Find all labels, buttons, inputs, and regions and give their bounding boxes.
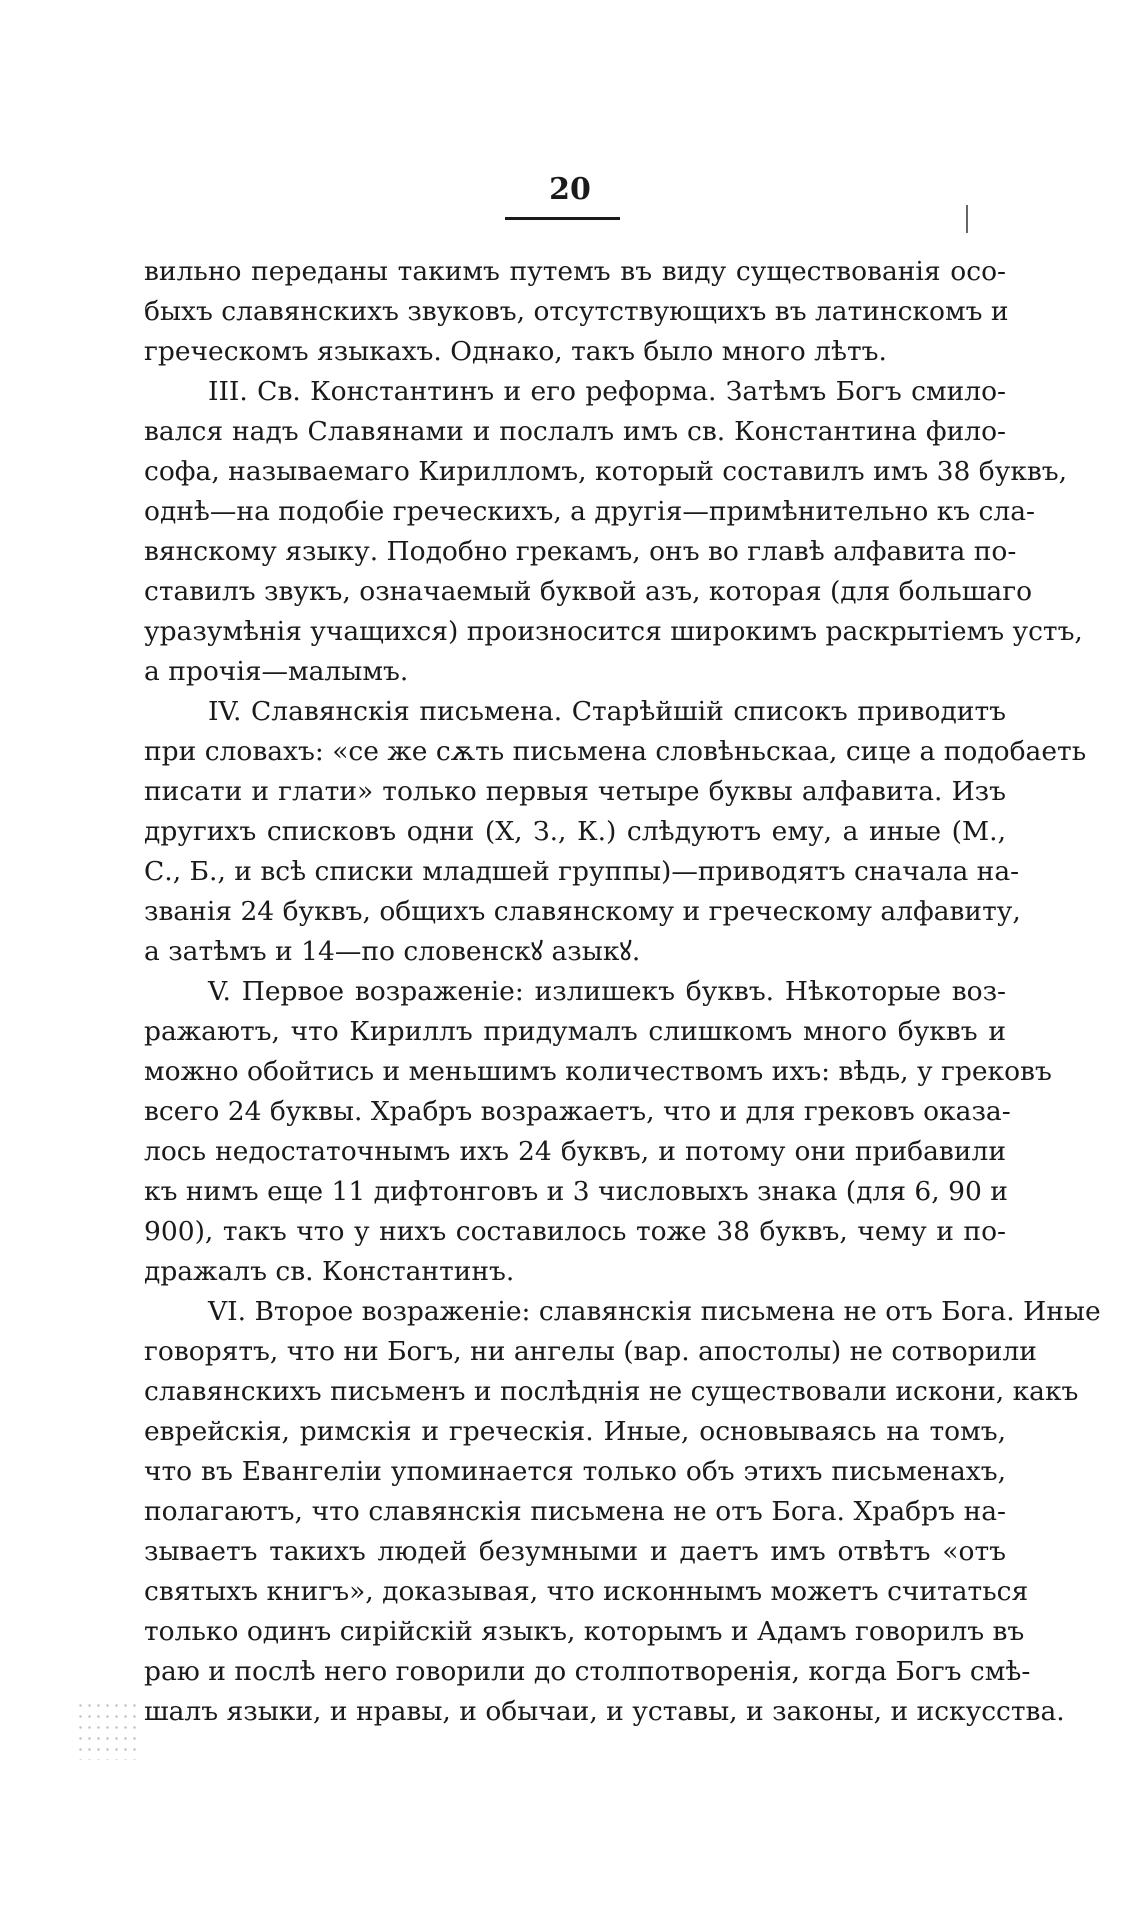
text-line: а затѣмъ и 14—по словенскꙋ азыкꙋ. [144,936,641,967]
text-line: уразумѣнія учащихся) произносится широкимъ раскрытіемъ устъ, [144,616,1083,647]
text-line: еврейскія, римскія и греческія. Иные, основываясь на томъ, [144,1416,1006,1447]
text-line: лось недостаточнымъ ихъ 24 буквъ, и потому они прибавили [144,1136,1006,1167]
text-line: IV. Славянскія письмена. Старѣйшій списокъ приводитъ [208,696,1006,727]
text-line: раю и послѣ него говорили до столпотворенія, когда Богъ смѣ- [144,1656,1031,1687]
text-line: V. Первое возраженіе: излишекъ буквъ. Нѣкоторые воз- [208,976,1006,1007]
text-line: вался надъ Славянами и послалъ имъ св. Константина фило- [144,416,1006,447]
body-text [144,252,1101,1732]
text-line: однѣ—на подобіе греческихъ, а другія—примѣнительно къ сла- [144,496,1035,527]
text-line: вянскому языку. Подобно грекамъ, онъ во главѣ алфавита по- [144,536,1017,567]
text-line: софа, называемаго Кирилломъ, который составилъ имъ 38 буквъ, [144,456,1068,487]
text-line: славянскихъ письменъ и послѣднія не существовали искони, какъ [144,1376,1079,1407]
text-line: VI. Второе возраженіе: славянскія письмена не отъ Бога. Иные [208,1296,1101,1327]
text-line: другихъ списковъ одни (X, З., К.) слѣдуютъ ему, а иные (М., [144,816,1006,847]
margin-mark [966,205,968,233]
page-number: 20 [549,172,591,207]
text-line: къ нимъ еще 11 дифтонговъ и 3 числовыхъ знака (для 6, 90 и [144,1176,1008,1207]
text-line: ражаютъ, что Кириллъ придумалъ слишкомъ много буквъ и [144,1016,1006,1047]
text-line: при словахъ: «се же сѫть письмена словѣньскаа, сице а подобаеть [144,736,1087,767]
text-line: зываетъ такихъ людей безумными и даетъ имъ отвѣтъ «отъ [144,1536,1006,1567]
text-line: вильно переданы такимъ путемъ въ виду существованія осо- [144,256,1006,287]
text-line: писати и глати» только первыя четыре буквы алфавита. Изъ [144,776,1006,807]
text-line: званія 24 буквъ, общихъ славянскому и греческому алфавиту, [144,896,1021,927]
text-line: дражалъ св. Константинъ. [144,1256,515,1287]
text-line: что въ Евангеліи упоминается только объ этихъ письменахъ, [144,1456,1006,1487]
text-line: говорятъ, что ни Богъ, ни ангелы (вар. апостолы) не сотворили [144,1336,1037,1367]
text-line: а прочія—малымъ. [144,656,409,687]
text-line: быхъ славянскихъ звуковъ, отсутствующихъ въ латинскомъ и [144,296,1009,327]
scan-speckle [76,1700,136,1760]
text-line: шалъ языки, и нравы, и обычаи, и уставы, и законы, и искусства. [144,1696,1065,1727]
text-line: греческомъ языкахъ. Однако, такъ было много лѣтъ. [144,336,887,367]
text-line: 900), такъ что у нихъ составилось тоже 38 буквъ, чему и по- [144,1216,1006,1247]
text-line: святыхъ книгъ», доказывая, что исконнымъ можетъ считаться [144,1576,1029,1607]
page-number-rule [505,217,620,220]
text-line: ставилъ звукъ, означаемый буквой азъ, которая (для большаго [144,576,1033,607]
text-line: можно обойтись и меньшимъ количествомъ ихъ: вѣдь, у грековъ [144,1056,1052,1087]
text-line: всего 24 буквы. Храбръ возражаетъ, что и для грековъ оказа- [144,1096,1011,1127]
text-line: С., Б., и всѣ списки младшей группы)—приводятъ сначала на- [144,856,1020,887]
text-line: только одинъ сирійскій языкъ, которымъ и Адамъ говорилъ въ [144,1616,1025,1647]
text-line: полагаютъ, что славянскія письмена не отъ Бога. Храбръ на- [144,1496,1006,1527]
text-line: III. Св. Константинъ и его реформа. Затѣмъ Богъ смило- [208,376,1006,407]
